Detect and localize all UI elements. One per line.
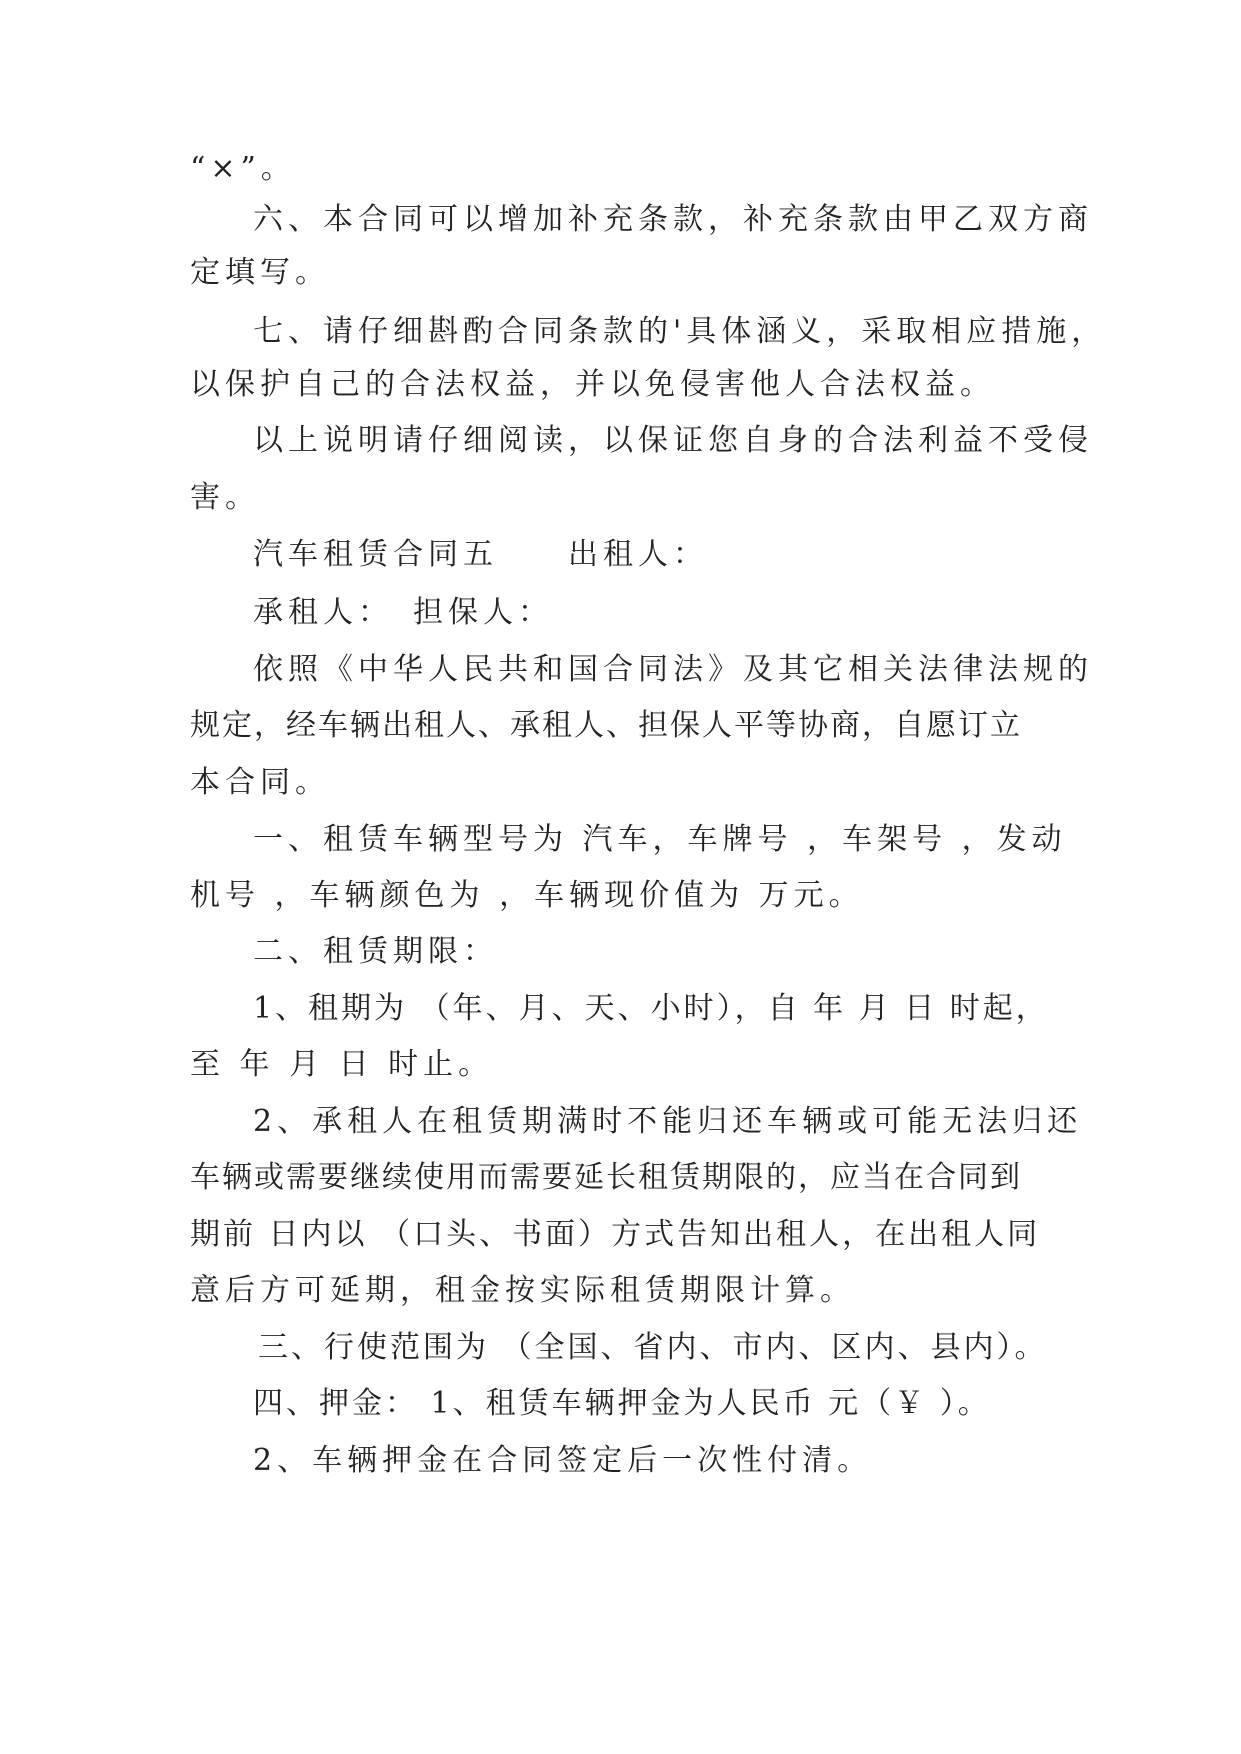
text-line: 2、承租人在租赁期满时不能归还车辆或可能无法归还 — [253, 1104, 1083, 1139]
text-line: 害。 — [190, 480, 260, 515]
text-line: 七、请仔细斟酌合同条款的'具体涵义，采取相应措施， — [253, 314, 1107, 349]
text-line: 至 年 月 日 时止。 — [190, 1047, 494, 1082]
text-line: 1、租期为 （年、月、天、小时），自 年 月 日 时起， — [253, 991, 1049, 1026]
text-line: 依照《中华人民共和国合同法》及其它相关法律法规的 — [253, 652, 1093, 687]
text-line: 承租人： 担保人： — [253, 595, 553, 630]
text-line: 四、押金： 1、租赁车辆押金为人民币 元（￥ ）。 — [253, 1386, 991, 1421]
text-line: 六、本合同可以增加补充条款，补充条款由甲乙双方商 — [253, 202, 1093, 237]
text-line: 意后方可延期，租金按实际租赁期限计算。 — [190, 1273, 855, 1308]
text-line: 一、租赁车辆型号为 汽车，车牌号 ，车架号 ，发动 — [253, 822, 1067, 857]
text-line: 以上说明请仔细阅读，以保证您自身的合法利益不受侵 — [253, 423, 1093, 458]
text-line: 规定，经车辆出租人、承租人、担保人平等协商，自愿订立 — [190, 708, 1022, 743]
text-line: 机号 ，车辆颜色为 ，车辆现价值为 万元。 — [190, 878, 864, 913]
text-line: 车辆或需要继续使用而需要延长租赁期限的，应当在合同到 — [190, 1160, 1022, 1195]
text-line: 期前 日内以 （口头、书面）方式告知出租人，在出租人同 — [190, 1217, 1041, 1252]
text-line: 以保护自己的合法权益，并以免侵害他人合法权益。 — [190, 367, 995, 402]
text-line: 2、车辆押金在合同签定后一次性付清。 — [253, 1443, 873, 1478]
text-line: 三、行使范围为 （全国、省内、市内、区内、县内）。 — [258, 1330, 1048, 1365]
text-line: “×”。 — [190, 151, 296, 186]
text-line: 本合同。 — [190, 765, 330, 800]
text-line: 定填写。 — [190, 255, 330, 290]
text-line: 汽车租赁合同五 出租人： — [253, 537, 708, 572]
text-line: 二、租赁期限： — [253, 934, 498, 969]
